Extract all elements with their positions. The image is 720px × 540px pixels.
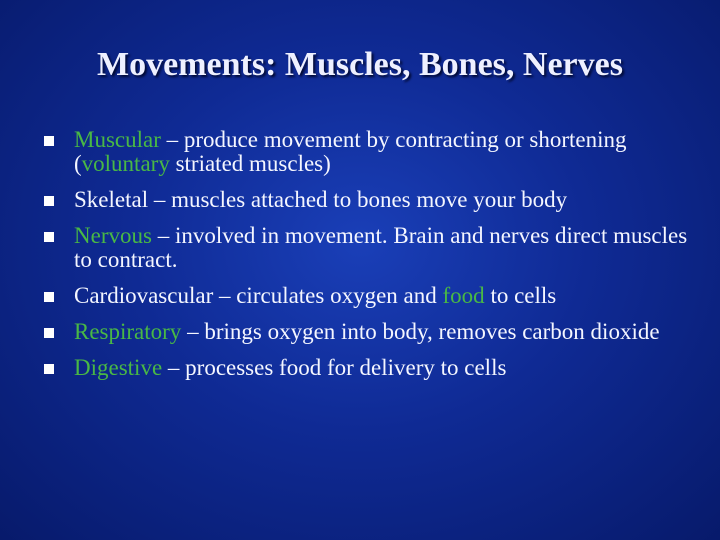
bullet-text: to cells xyxy=(484,283,557,308)
highlight-term: voluntary xyxy=(81,151,170,176)
highlight-term: food xyxy=(442,283,485,308)
list-item xyxy=(44,356,694,380)
bullet-text: – processes food for delivery to cells xyxy=(162,355,507,380)
list-item xyxy=(44,284,694,308)
highlight-term: Nervous xyxy=(74,223,152,248)
square-bullet-icon xyxy=(44,232,54,242)
list-item xyxy=(44,224,694,272)
highlight-term: Digestive xyxy=(74,355,163,380)
bullet-list xyxy=(44,128,694,392)
slide-title: Movements: Muscles, Bones, Nerves xyxy=(97,46,623,83)
list-item xyxy=(44,128,694,176)
square-bullet-icon xyxy=(44,292,54,302)
square-bullet-icon xyxy=(44,364,54,374)
highlight-term: Muscular xyxy=(74,127,161,152)
bullet-text: Skeletal – muscles attached to bones move your body xyxy=(74,187,568,212)
square-bullet-icon xyxy=(44,136,54,146)
bullet-text: – produce movement by contracting or shortening ( xyxy=(74,127,627,176)
list-item xyxy=(44,188,694,212)
list-item xyxy=(44,320,694,344)
bullet-text: striated muscles) xyxy=(169,151,331,176)
square-bullet-icon xyxy=(44,196,54,206)
square-bullet-icon xyxy=(44,328,54,338)
bullet-text: – involved in movement. Brain and nerves direct muscles to contract. xyxy=(74,223,688,272)
bullet-text: – brings oxygen into body, removes carbon dioxide xyxy=(181,319,660,344)
bullet-text: Cardiovascular – circulates oxygen and xyxy=(74,283,443,308)
highlight-term: Respiratory xyxy=(74,319,182,344)
